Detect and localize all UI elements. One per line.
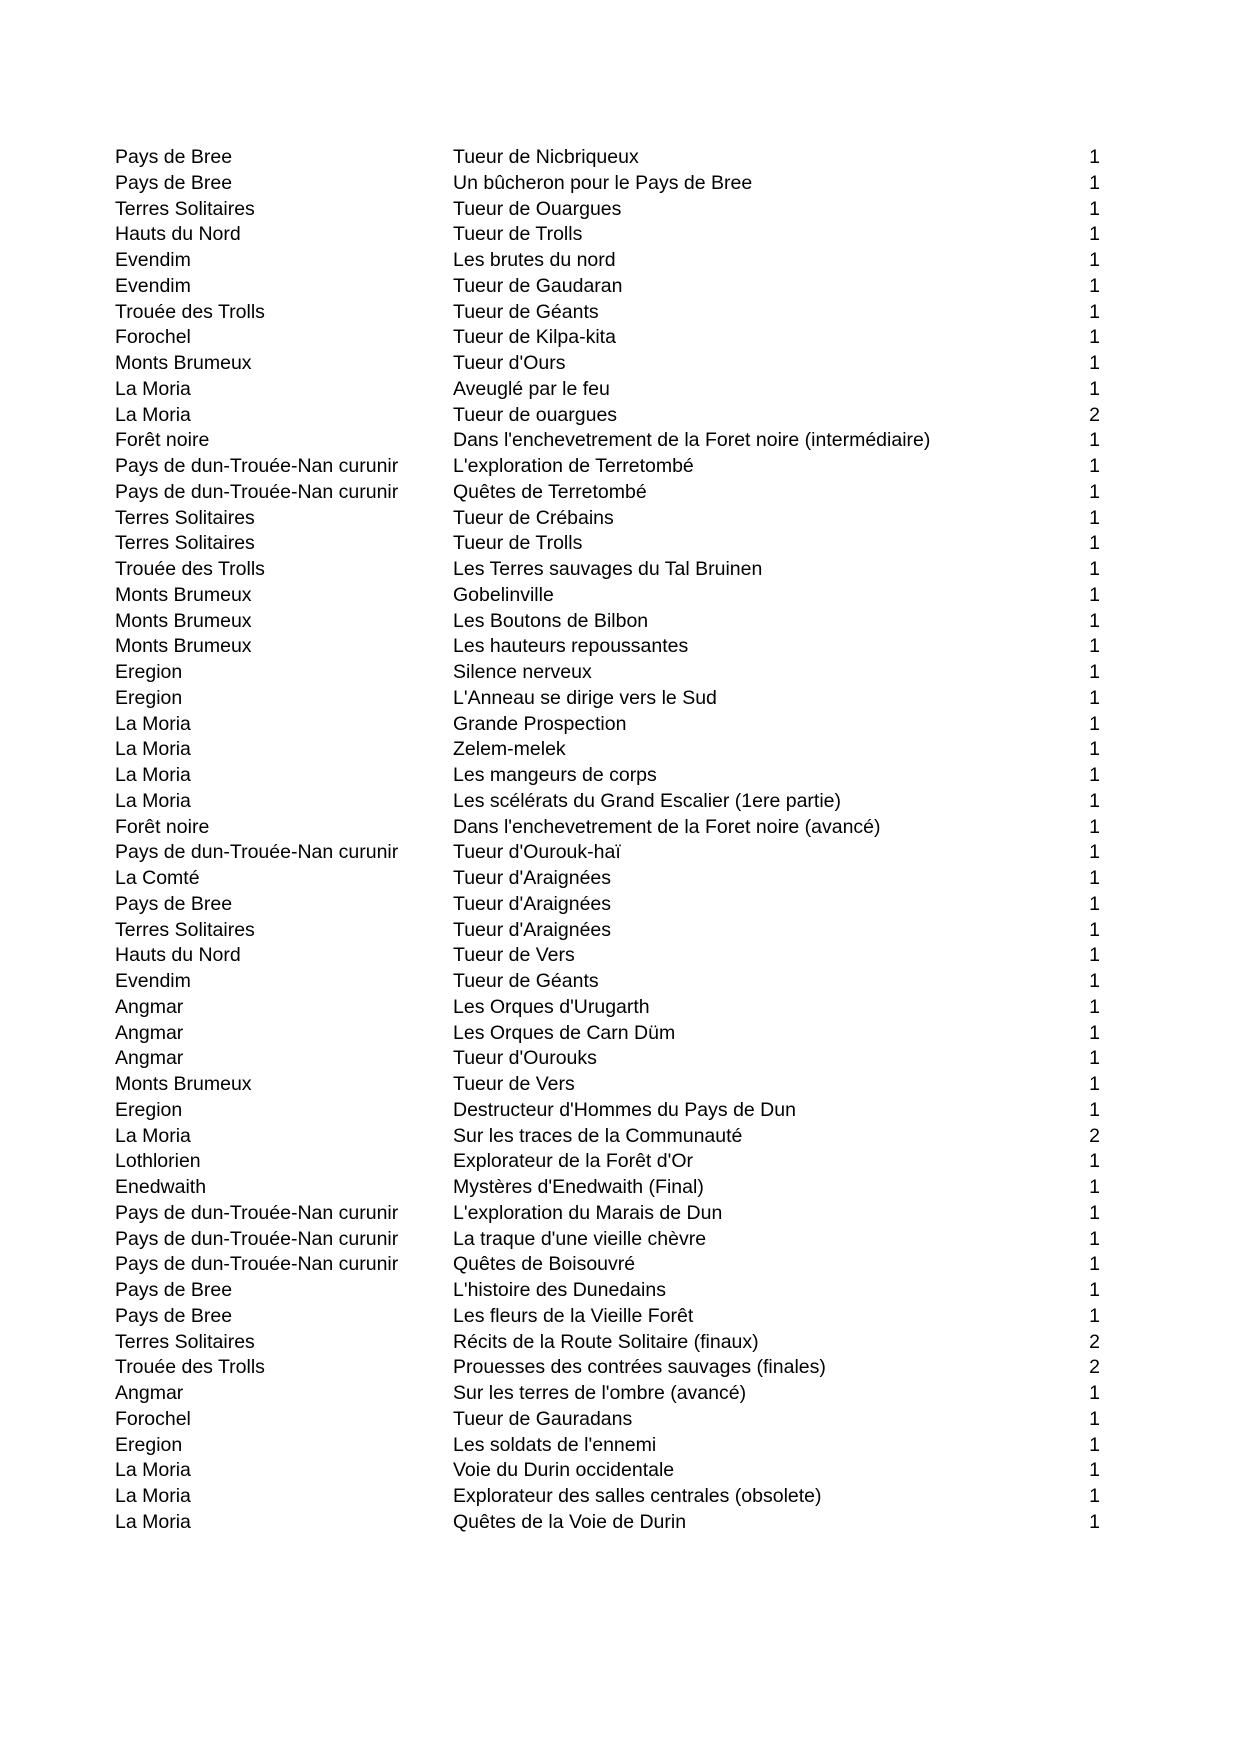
region-cell: Pays de Bree (115, 892, 233, 915)
quest-cell: Voie du Durin occidentale (453, 1459, 675, 1482)
region-cell: Hauts du Nord (115, 944, 241, 967)
count-cell: 1 (1089, 1459, 1100, 1482)
table-row (115, 1046, 1100, 1072)
region-cell: Evendim (115, 249, 191, 271)
table-row (115, 737, 1100, 763)
count-cell: 1 (1089, 1382, 1100, 1404)
region-cell: Angmar (115, 1047, 184, 1070)
region-cell: Eregion (115, 1098, 183, 1121)
count-cell: 1 (1089, 1279, 1100, 1301)
count-cell: 1 (1089, 146, 1100, 168)
quest-cell: Tueur d'Ourouk-haï (453, 841, 621, 864)
quest-cell: Dans l'enchevetrement de la Foret noire (avancé) (453, 815, 881, 838)
table-row (115, 145, 1100, 171)
table-row (115, 1021, 1100, 1047)
count-cell: 1 (1089, 377, 1100, 400)
count-cell: 1 (1089, 609, 1100, 632)
table-row (115, 918, 1100, 944)
region-cell: Terres Solitaires (115, 918, 255, 941)
quest-cell: L'Anneau se dirige vers le Sud (453, 686, 717, 709)
region-cell: Monts Brumeux (115, 609, 252, 632)
count-cell: 1 (1089, 1304, 1100, 1327)
table-row (115, 1330, 1100, 1356)
region-cell: Pays de dun-Trouée-Nan curunir (115, 1227, 399, 1250)
quest-cell: Gobelinville (453, 583, 554, 606)
quest-cell: Tueur de Géants (453, 300, 599, 323)
quest-cell: Les brutes du nord (453, 249, 616, 271)
quest-cell: Tueur de Vers (453, 944, 575, 967)
quest-cell: Les Terres sauvages du Tal Bruinen (453, 558, 763, 580)
region-cell: Pays de dun-Trouée-Nan curunir (115, 1253, 399, 1276)
region-cell: Eregion (115, 661, 183, 683)
quest-cell: Récits de la Route Solitaire (finaux) (453, 1330, 759, 1353)
table-row (115, 609, 1100, 635)
region-cell: Terres Solitaires (115, 1330, 255, 1353)
table-row (115, 892, 1100, 918)
quest-cell: Tueur de Nicbriqueux (453, 146, 639, 168)
quest-cell: Explorateur des salles centrales (obsolete) (453, 1485, 822, 1507)
table-row (115, 1252, 1100, 1278)
region-cell: Monts Brumeux (115, 352, 252, 374)
quest-cell: Tueur de Trolls (453, 532, 583, 555)
table-row (115, 1433, 1100, 1459)
count-cell: 1 (1089, 944, 1100, 967)
region-cell: Evendim (115, 274, 191, 297)
count-cell: 1 (1089, 480, 1100, 503)
region-cell: Lothlorien (115, 1150, 201, 1173)
region-cell: Monts Brumeux (115, 583, 252, 606)
region-cell: Terres Solitaires (115, 506, 255, 529)
region-cell: Trouée des Trolls (115, 300, 265, 323)
count-cell: 1 (1089, 764, 1100, 786)
count-cell: 1 (1089, 892, 1100, 915)
table-row (115, 403, 1100, 429)
region-cell: Eregion (115, 686, 183, 709)
quest-cell: Tueur d'Araignées (453, 918, 612, 941)
quest-cell: Zelem-melek (453, 738, 566, 761)
region-cell: Pays de dun-Trouée-Nan curunir (115, 841, 399, 864)
region-cell: La Moria (115, 1459, 191, 1482)
quest-cell: Un bûcheron pour le Pays de Bree (453, 171, 753, 194)
table-row (115, 995, 1100, 1021)
quest-cell: Tueur de Gauradans (453, 1407, 633, 1430)
region-cell: La Moria (115, 738, 191, 761)
region-cell: Angmar (115, 995, 184, 1018)
count-cell: 1 (1089, 1485, 1100, 1507)
count-cell: 1 (1089, 249, 1100, 271)
table-row (115, 1098, 1100, 1124)
quest-cell: Tueur de Crébains (453, 506, 614, 529)
region-cell: La Moria (115, 1485, 191, 1507)
quest-cell: Les hauteurs repoussantes (453, 635, 689, 658)
region-cell: Forêt noire (115, 815, 210, 838)
count-cell: 1 (1089, 1047, 1100, 1070)
count-cell: 1 (1089, 995, 1100, 1018)
count-cell: 1 (1089, 712, 1100, 735)
quest-cell: Les soldats de l'ennemi (453, 1433, 657, 1456)
quest-cell: Les fleurs de la Vieille Forêt (453, 1304, 694, 1327)
quest-cell: Prouesses des contrées sauvages (finales) (453, 1356, 826, 1379)
count-cell: 1 (1089, 1407, 1100, 1430)
table-row (115, 712, 1100, 738)
quest-cell: Tueur d'Araignées (453, 867, 612, 889)
region-cell: Forochel (115, 326, 191, 349)
count-cell: 1 (1089, 1150, 1100, 1173)
table-row (115, 1227, 1100, 1253)
region-cell: Monts Brumeux (115, 635, 252, 658)
count-cell: 1 (1089, 506, 1100, 529)
count-cell: 1 (1089, 352, 1100, 374)
count-cell: 1 (1089, 635, 1100, 658)
region-cell: La Moria (115, 377, 191, 400)
count-cell: 1 (1089, 738, 1100, 761)
count-cell: 1 (1089, 1176, 1100, 1198)
quest-cell: Sur les traces de la Communauté (453, 1124, 743, 1147)
table-row (115, 480, 1100, 506)
quest-cell: Tueur de Gaudaran (453, 274, 623, 297)
count-cell: 1 (1089, 274, 1100, 297)
table-row (115, 763, 1100, 789)
region-cell: Terres Solitaires (115, 197, 255, 220)
region-cell: Angmar (115, 1382, 184, 1404)
region-cell: Trouée des Trolls (115, 1356, 265, 1379)
count-cell: 1 (1089, 1098, 1100, 1121)
quest-cell: Les Orques d'Urugarth (453, 995, 650, 1018)
quest-cell: Tueur de Kilpa-kita (453, 326, 616, 349)
count-cell: 1 (1089, 455, 1100, 477)
table-row (115, 943, 1100, 969)
count-cell: 1 (1089, 429, 1100, 452)
quest-cell: Quêtes de Boisouvré (453, 1253, 636, 1276)
region-cell: La Moria (115, 712, 191, 735)
count-cell: 1 (1089, 300, 1100, 323)
region-cell: Evendim (115, 970, 191, 992)
quest-cell: Tueur d'Ours (453, 352, 566, 374)
table-row (115, 428, 1100, 454)
region-cell: Pays de Bree (115, 171, 233, 194)
table-row (115, 789, 1100, 815)
region-cell: La Moria (115, 403, 191, 426)
table-row (115, 866, 1100, 892)
count-cell: 1 (1089, 1227, 1100, 1250)
table-row (115, 351, 1100, 377)
count-cell: 1 (1089, 918, 1100, 941)
count-cell: 2 (1089, 1330, 1100, 1353)
quest-cell: Les mangeurs de corps (453, 764, 657, 786)
quest-cell: Les Boutons de Bilbon (453, 609, 649, 632)
count-cell: 1 (1089, 1073, 1100, 1095)
region-cell: Terres Solitaires (115, 532, 255, 555)
table-row (115, 1072, 1100, 1098)
table-row (115, 300, 1100, 326)
quest-cell: Dans l'enchevetrement de la Foret noire (intermédiaire) (453, 429, 931, 452)
count-cell: 1 (1089, 326, 1100, 349)
table-row (115, 634, 1100, 660)
quest-cell: Aveuglé par le feu (453, 377, 610, 400)
region-cell: Pays de Bree (115, 146, 233, 168)
quest-cell: La traque d'une vieille chèvre (453, 1227, 707, 1250)
table-row (115, 197, 1100, 223)
table-row (115, 1149, 1100, 1175)
count-cell: 1 (1089, 532, 1100, 555)
table-row (115, 1510, 1100, 1536)
table-row (115, 686, 1100, 712)
table-row (115, 1355, 1100, 1381)
count-cell: 1 (1089, 558, 1100, 580)
region-cell: Pays de dun-Trouée-Nan curunir (115, 1201, 399, 1224)
quest-cell: L'exploration de Terretombé (453, 455, 694, 477)
count-cell: 1 (1089, 867, 1100, 889)
count-cell: 1 (1089, 661, 1100, 683)
quest-cell: L'histoire des Dunedains (453, 1279, 666, 1301)
quest-cell: Les Orques de Carn Düm (453, 1021, 676, 1044)
table-row (115, 1124, 1100, 1150)
region-cell: Pays de dun-Trouée-Nan curunir (115, 480, 399, 503)
count-cell: 1 (1089, 197, 1100, 220)
count-cell: 1 (1089, 970, 1100, 992)
region-cell: La Moria (115, 1510, 191, 1533)
table-row (115, 583, 1100, 609)
region-cell: La Moria (115, 1124, 191, 1147)
count-cell: 1 (1089, 1253, 1100, 1276)
count-cell: 1 (1089, 1021, 1100, 1044)
table-row (115, 660, 1100, 686)
quest-cell: Quêtes de la Voie de Durin (453, 1510, 687, 1533)
quest-cell: Tueur d'Ourouks (453, 1047, 597, 1070)
count-cell: 1 (1089, 789, 1100, 812)
table-row (115, 171, 1100, 197)
table-row (115, 815, 1100, 841)
quest-cell: Silence nerveux (453, 661, 592, 683)
region-cell: Enedwaith (115, 1176, 207, 1198)
quest-cell: Explorateur de la Forêt d'Or (453, 1150, 693, 1173)
table-row (115, 840, 1100, 866)
count-cell: 1 (1089, 686, 1100, 709)
table-row (115, 557, 1100, 583)
table-row (115, 1407, 1100, 1433)
table-row (115, 274, 1100, 300)
quest-cell: Tueur de Ouargues (453, 197, 622, 220)
table-row (115, 454, 1100, 480)
region-cell: La Comté (115, 867, 200, 889)
count-cell: 1 (1089, 171, 1100, 194)
table-row (115, 377, 1100, 403)
table-row (115, 1304, 1100, 1330)
quest-cell: Tueur de Vers (453, 1073, 575, 1095)
quest-cell: Mystères d'Enedwaith (Final) (453, 1176, 704, 1198)
count-cell: 1 (1089, 1201, 1100, 1224)
count-cell: 2 (1089, 1124, 1100, 1147)
quest-cell: Tueur de Trolls (453, 223, 583, 246)
count-cell: 1 (1089, 841, 1100, 864)
region-cell: Eregion (115, 1433, 183, 1456)
count-cell: 1 (1089, 1433, 1100, 1456)
quest-cell: Quêtes de Terretombé (453, 480, 647, 503)
region-cell: Monts Brumeux (115, 1073, 252, 1095)
table-row (115, 1201, 1100, 1227)
table-row (115, 1278, 1100, 1304)
quest-cell: Les scélérats du Grand Escalier (1ere partie) (453, 789, 842, 812)
region-cell: Forêt noire (115, 429, 210, 452)
quest-cell: Destructeur d'Hommes du Pays de Dun (453, 1098, 796, 1121)
quest-cell: Sur les terres de l'ombre (avancé) (453, 1382, 747, 1404)
count-cell: 2 (1089, 1356, 1100, 1379)
table-row (115, 325, 1100, 351)
region-cell: La Moria (115, 764, 191, 786)
table-row (115, 1458, 1100, 1484)
quest-cell: L'exploration du Marais de Dun (453, 1201, 723, 1224)
region-cell: Pays de Bree (115, 1304, 233, 1327)
table-row (115, 248, 1100, 274)
count-cell: 2 (1089, 403, 1100, 426)
count-cell: 1 (1089, 223, 1100, 246)
region-cell: Trouée des Trolls (115, 558, 265, 580)
region-cell: Pays de Bree (115, 1279, 233, 1301)
table-row (115, 969, 1100, 995)
quest-cell: Tueur d'Araignées (453, 892, 612, 915)
quest-table (115, 145, 1100, 1536)
table-row (115, 1175, 1100, 1201)
quest-cell: Tueur de ouargues (453, 403, 618, 426)
region-cell: La Moria (115, 789, 191, 812)
table-row (115, 1381, 1100, 1407)
region-cell: Forochel (115, 1407, 191, 1430)
quest-cell: Grande Prospection (453, 712, 627, 735)
region-cell: Angmar (115, 1021, 184, 1044)
region-cell: Pays de dun-Trouée-Nan curunir (115, 455, 399, 477)
table-row (115, 506, 1100, 532)
table-row (115, 222, 1100, 248)
quest-cell: Tueur de Géants (453, 970, 599, 992)
table-row (115, 531, 1100, 557)
table-row (115, 1484, 1100, 1510)
region-cell: Hauts du Nord (115, 223, 241, 246)
count-cell: 1 (1089, 583, 1100, 606)
count-cell: 1 (1089, 815, 1100, 838)
count-cell: 1 (1089, 1510, 1100, 1533)
